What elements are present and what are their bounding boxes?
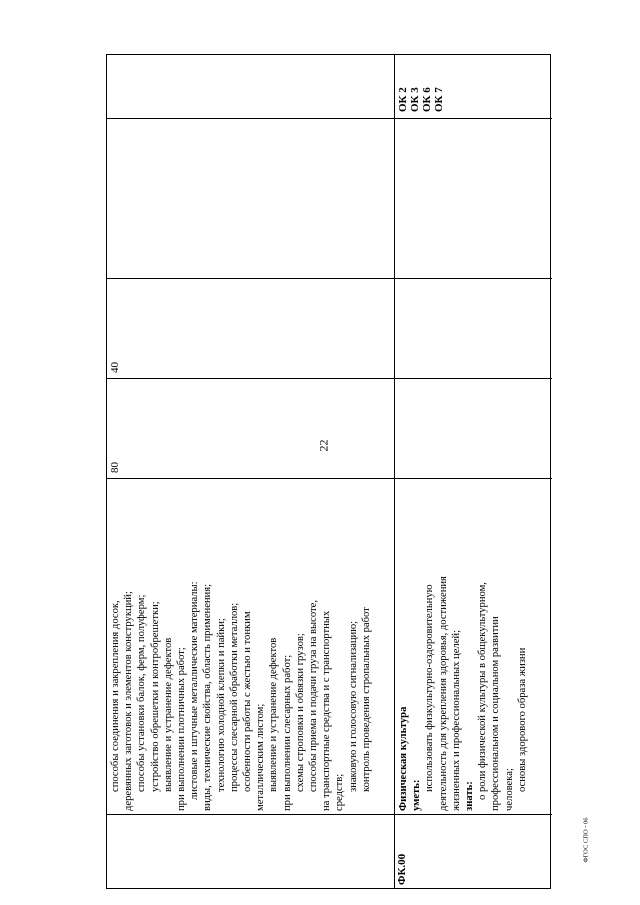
- content-cell: [395, 478, 552, 814]
- content-line: выявление и устранение дефектов: [162, 637, 174, 792]
- competency-code: ОК 7: [432, 86, 445, 112]
- content-line: способы установки балок, ферм, полуферм;: [135, 594, 147, 792]
- content-line: о роли физической культуры в общекультурном,: [476, 581, 488, 800]
- content-line: основы здорового образа жизни: [516, 647, 528, 792]
- max-load-value: 80: [108, 461, 121, 473]
- content-line: устройство обрешетки и контробрешетки;: [149, 600, 161, 792]
- competency-code: ОК 2: [396, 86, 409, 112]
- index-cell: [107, 814, 394, 888]
- content-line: при выполнении слесарных работ;: [281, 654, 293, 811]
- content-text-block: [107, 479, 373, 814]
- content-text-block: [395, 479, 529, 814]
- content-line: металлическим листом;: [254, 703, 266, 811]
- content-line: деятельность для укрепления здоровья, достижения: [437, 575, 449, 811]
- competency-code: ОК 6: [420, 86, 433, 112]
- content-line: виды, технические свойства, область применения;: [201, 583, 213, 811]
- content-line: деревянных заготовок и элементов конструкций;: [122, 590, 134, 811]
- index-cell: [395, 814, 552, 888]
- content-line: способы приема и подачи груза на высоте,: [307, 599, 319, 792]
- content-line: Физическая культура: [397, 706, 409, 811]
- content-line: на транспортные средства и с транспортных: [320, 610, 332, 811]
- content-line: использовать физкультурно-оздоровительную: [423, 583, 435, 792]
- content-line: контроль проведения стропальных работ: [360, 606, 372, 792]
- content-line: средств;: [333, 773, 345, 811]
- max-load-cell: [107, 378, 394, 478]
- content-line: выявление и устранение дефектов: [267, 637, 279, 792]
- content-line: способы соединения и закрепления досок,: [109, 599, 121, 792]
- document-footer-code: ФГОС СПО - 06: [582, 817, 590, 863]
- max-load-value: [395, 379, 397, 478]
- content-line: особенности работы с жестью и тонким: [241, 610, 253, 792]
- page-number: 22: [316, 439, 331, 452]
- obligatory-load-value: [395, 279, 397, 378]
- discipline-cell: [107, 118, 394, 278]
- competency-code: ОК 3: [408, 86, 421, 112]
- curriculum-table: [106, 54, 551, 889]
- content-line: листовые и штучные металлические материалы:: [188, 580, 200, 800]
- competencies-cell: [107, 53, 394, 118]
- discipline-cell: [395, 118, 552, 278]
- index-code: ФК.00: [395, 853, 408, 885]
- content-line: схемы строповки и обвязки грузов;: [294, 632, 306, 792]
- content-cell: [107, 478, 394, 814]
- content-line: технологию холодной клепки и пайки;: [215, 617, 227, 792]
- table-row: [107, 55, 395, 888]
- content-line: профессиональном и социальном развитии: [489, 615, 501, 811]
- content-line: уметь:: [410, 779, 422, 811]
- content-line: человека;: [503, 767, 515, 811]
- content-line: при выполнении плотничных работ;: [175, 646, 187, 811]
- table-row: [395, 55, 552, 888]
- max-load-cell: [395, 378, 552, 478]
- content-line: жизненных и профессиональных целей;: [450, 629, 462, 811]
- obligatory-load-value: 40: [108, 361, 121, 373]
- competency-list: [395, 53, 445, 118]
- content-line: процессы слесарной обработки металлов;: [228, 602, 240, 792]
- content-line: знаковую и голосовую сигнализацию;: [347, 620, 359, 792]
- obligatory-load-cell: [395, 278, 552, 378]
- content-line: знать:: [463, 780, 475, 811]
- obligatory-load-cell: [107, 278, 394, 378]
- competencies-cell: [395, 53, 552, 118]
